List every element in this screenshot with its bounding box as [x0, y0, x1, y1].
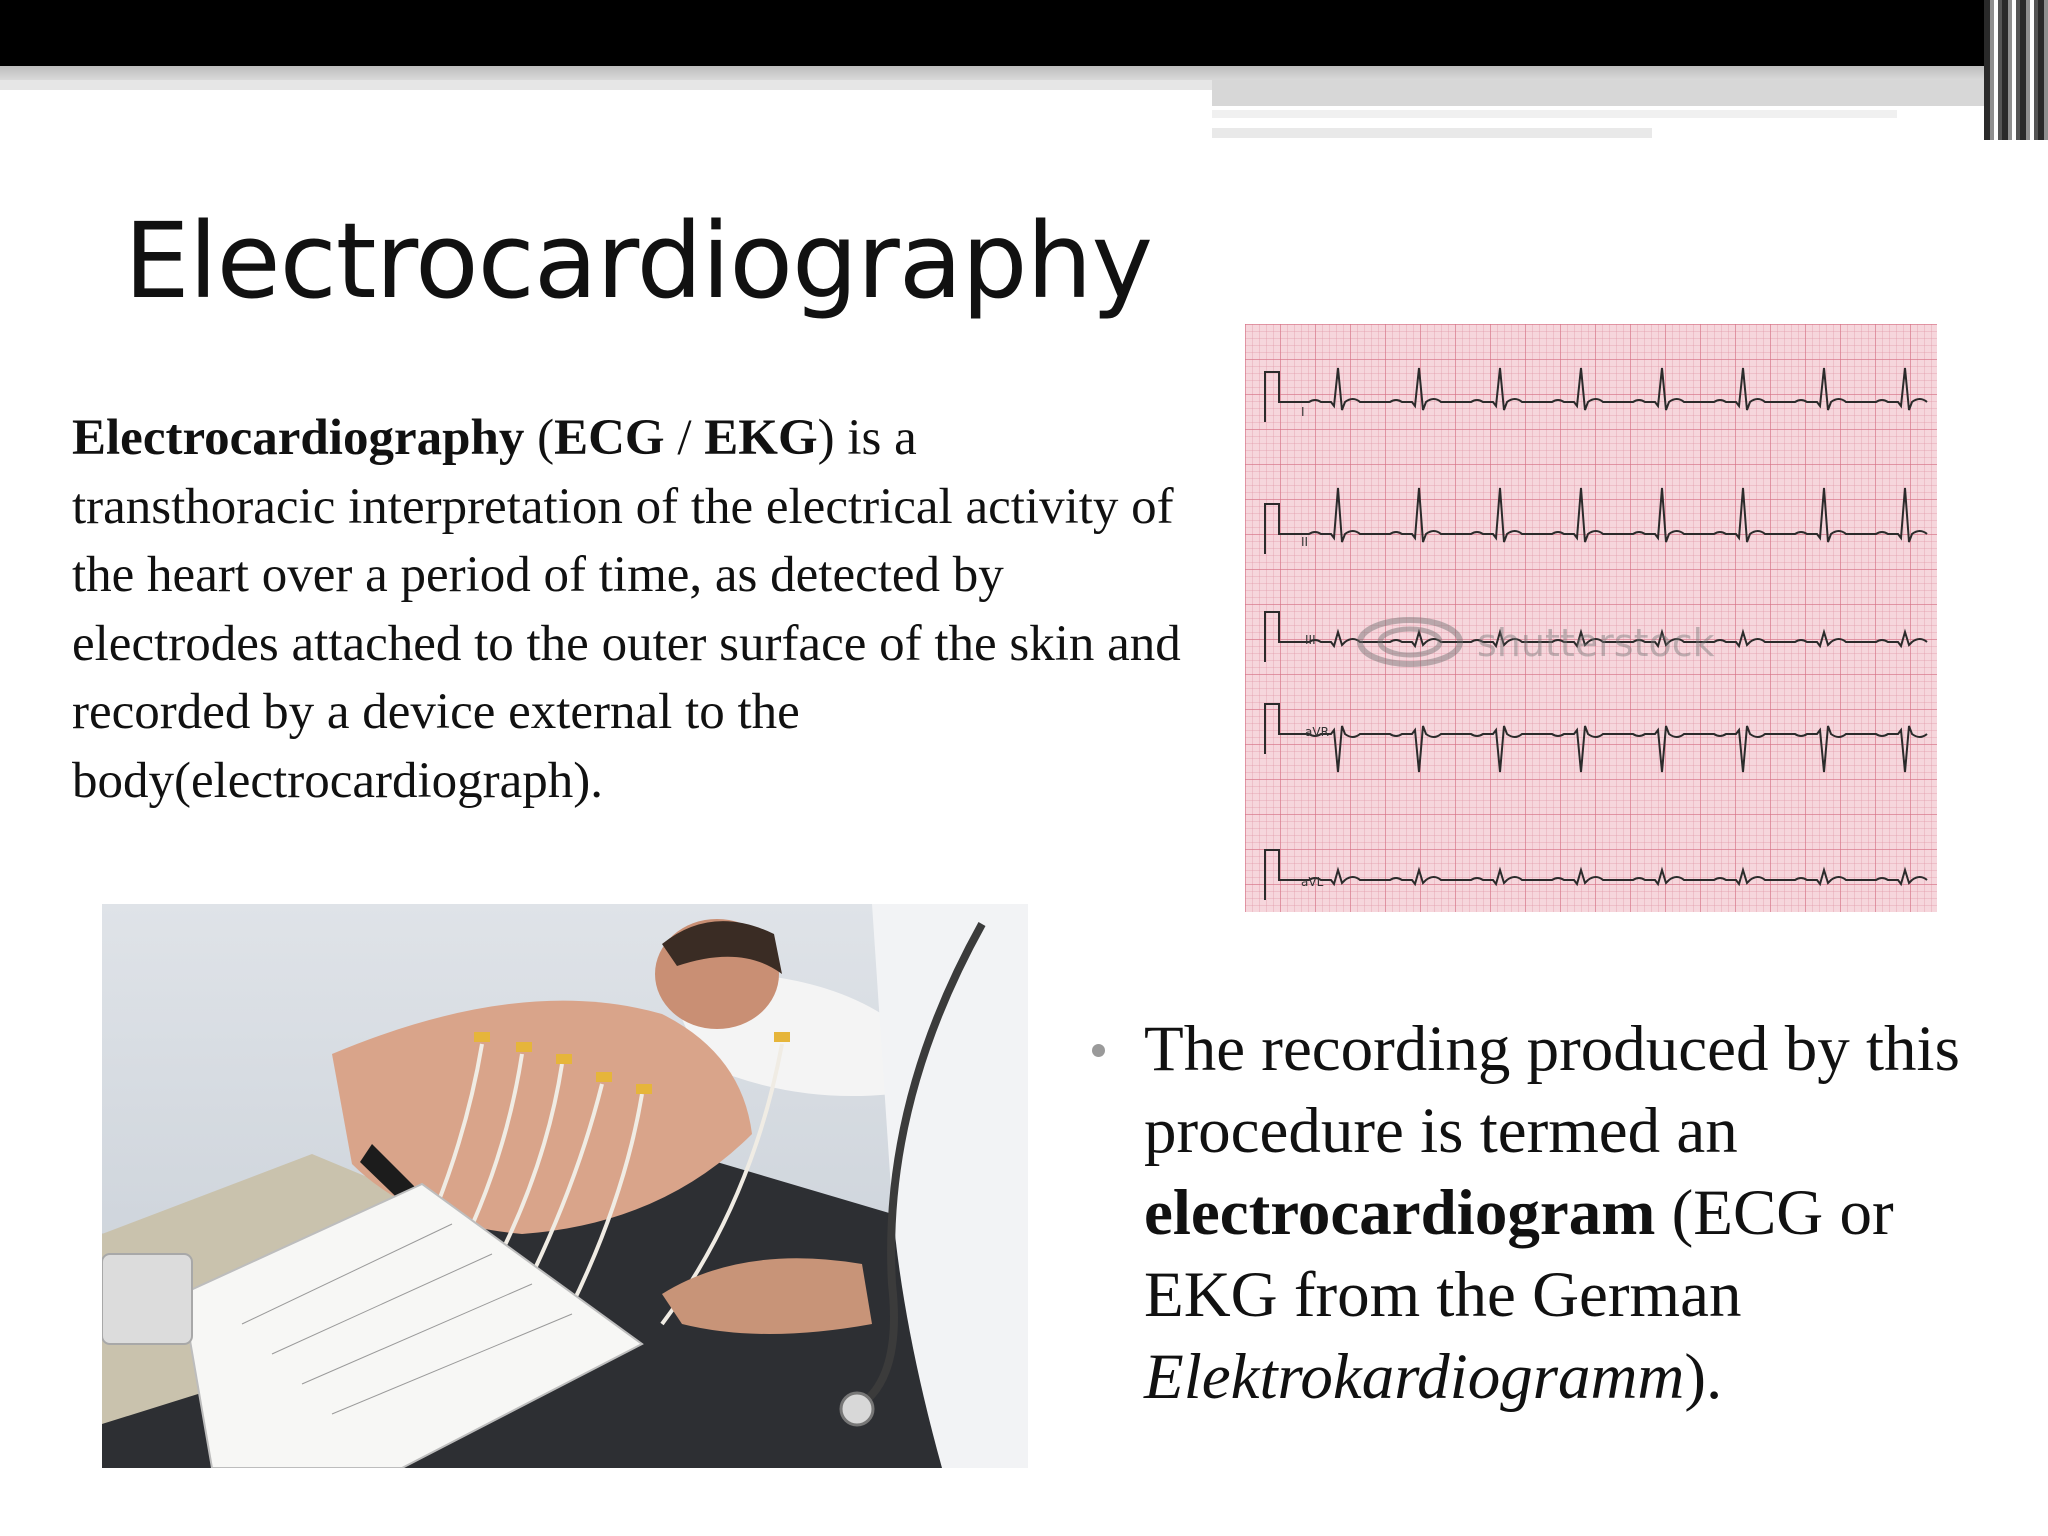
header-accent-bar — [1212, 110, 1897, 118]
bullet-item — [1092, 1008, 2022, 1418]
abbr-separator: / — [664, 410, 705, 466]
bullet-dot-icon — [1092, 1044, 1105, 1057]
header-accent-bar — [1212, 128, 1652, 138]
lead-label-i: I — [1301, 405, 1305, 419]
slide-title: Electrocardiography — [124, 200, 1153, 322]
lead-label-avl: aVL — [1301, 875, 1324, 889]
definition-rest: ) is a transthoracic interpretation of the electrical activity of the heart over a period of time, as detected by electrodes attached to the outer surface of the skin and recorded by a device external to the body(electrocardiograph). — [72, 410, 1181, 809]
bullet-text — [1144, 1008, 2022, 1418]
ecg-trace-lead-avl — [1265, 850, 1927, 900]
lead-label-ii: II — [1301, 535, 1309, 549]
photo-illustration — [102, 904, 1028, 1468]
header-accent-bar — [0, 66, 2048, 80]
ecg-trace-lead-i — [1265, 368, 1927, 422]
ecg-strip-image — [1245, 324, 1937, 912]
bullet-text-middle: (ECG or EKG from the German — [1144, 1177, 1894, 1331]
header-edge-stripes — [1984, 0, 2048, 140]
watermark-text: shutterstock — [1477, 621, 1715, 665]
abbr-ecg: ECG — [554, 410, 665, 466]
definition-paragraph — [72, 404, 1192, 815]
lead-label-iii: III — [1305, 633, 1316, 647]
header-accent-bar — [0, 80, 1215, 90]
patient-ecg-photo — [102, 904, 1028, 1468]
bullet-text-after: ). — [1684, 1341, 1723, 1413]
term-bold: Electrocardiography — [72, 410, 525, 466]
paren-open: ( — [524, 410, 555, 466]
abbr-ekg: EKG — [704, 410, 818, 466]
ecg-trace-lead-avr — [1265, 704, 1927, 772]
lead-label-avr: aVR — [1305, 725, 1329, 739]
bullet-italic-term: Elektrokardiogramm — [1144, 1341, 1685, 1413]
header-accent-bar — [1212, 80, 1997, 106]
bullet-bold-term: electrocardiogram — [1144, 1177, 1656, 1249]
ecg-traces — [1245, 324, 1937, 912]
top-header-bar — [0, 0, 2048, 66]
ecg-trace-lead-ii — [1265, 488, 1927, 554]
bullet-text-before: The recording produced by this procedure is termed an — [1144, 1013, 1960, 1167]
